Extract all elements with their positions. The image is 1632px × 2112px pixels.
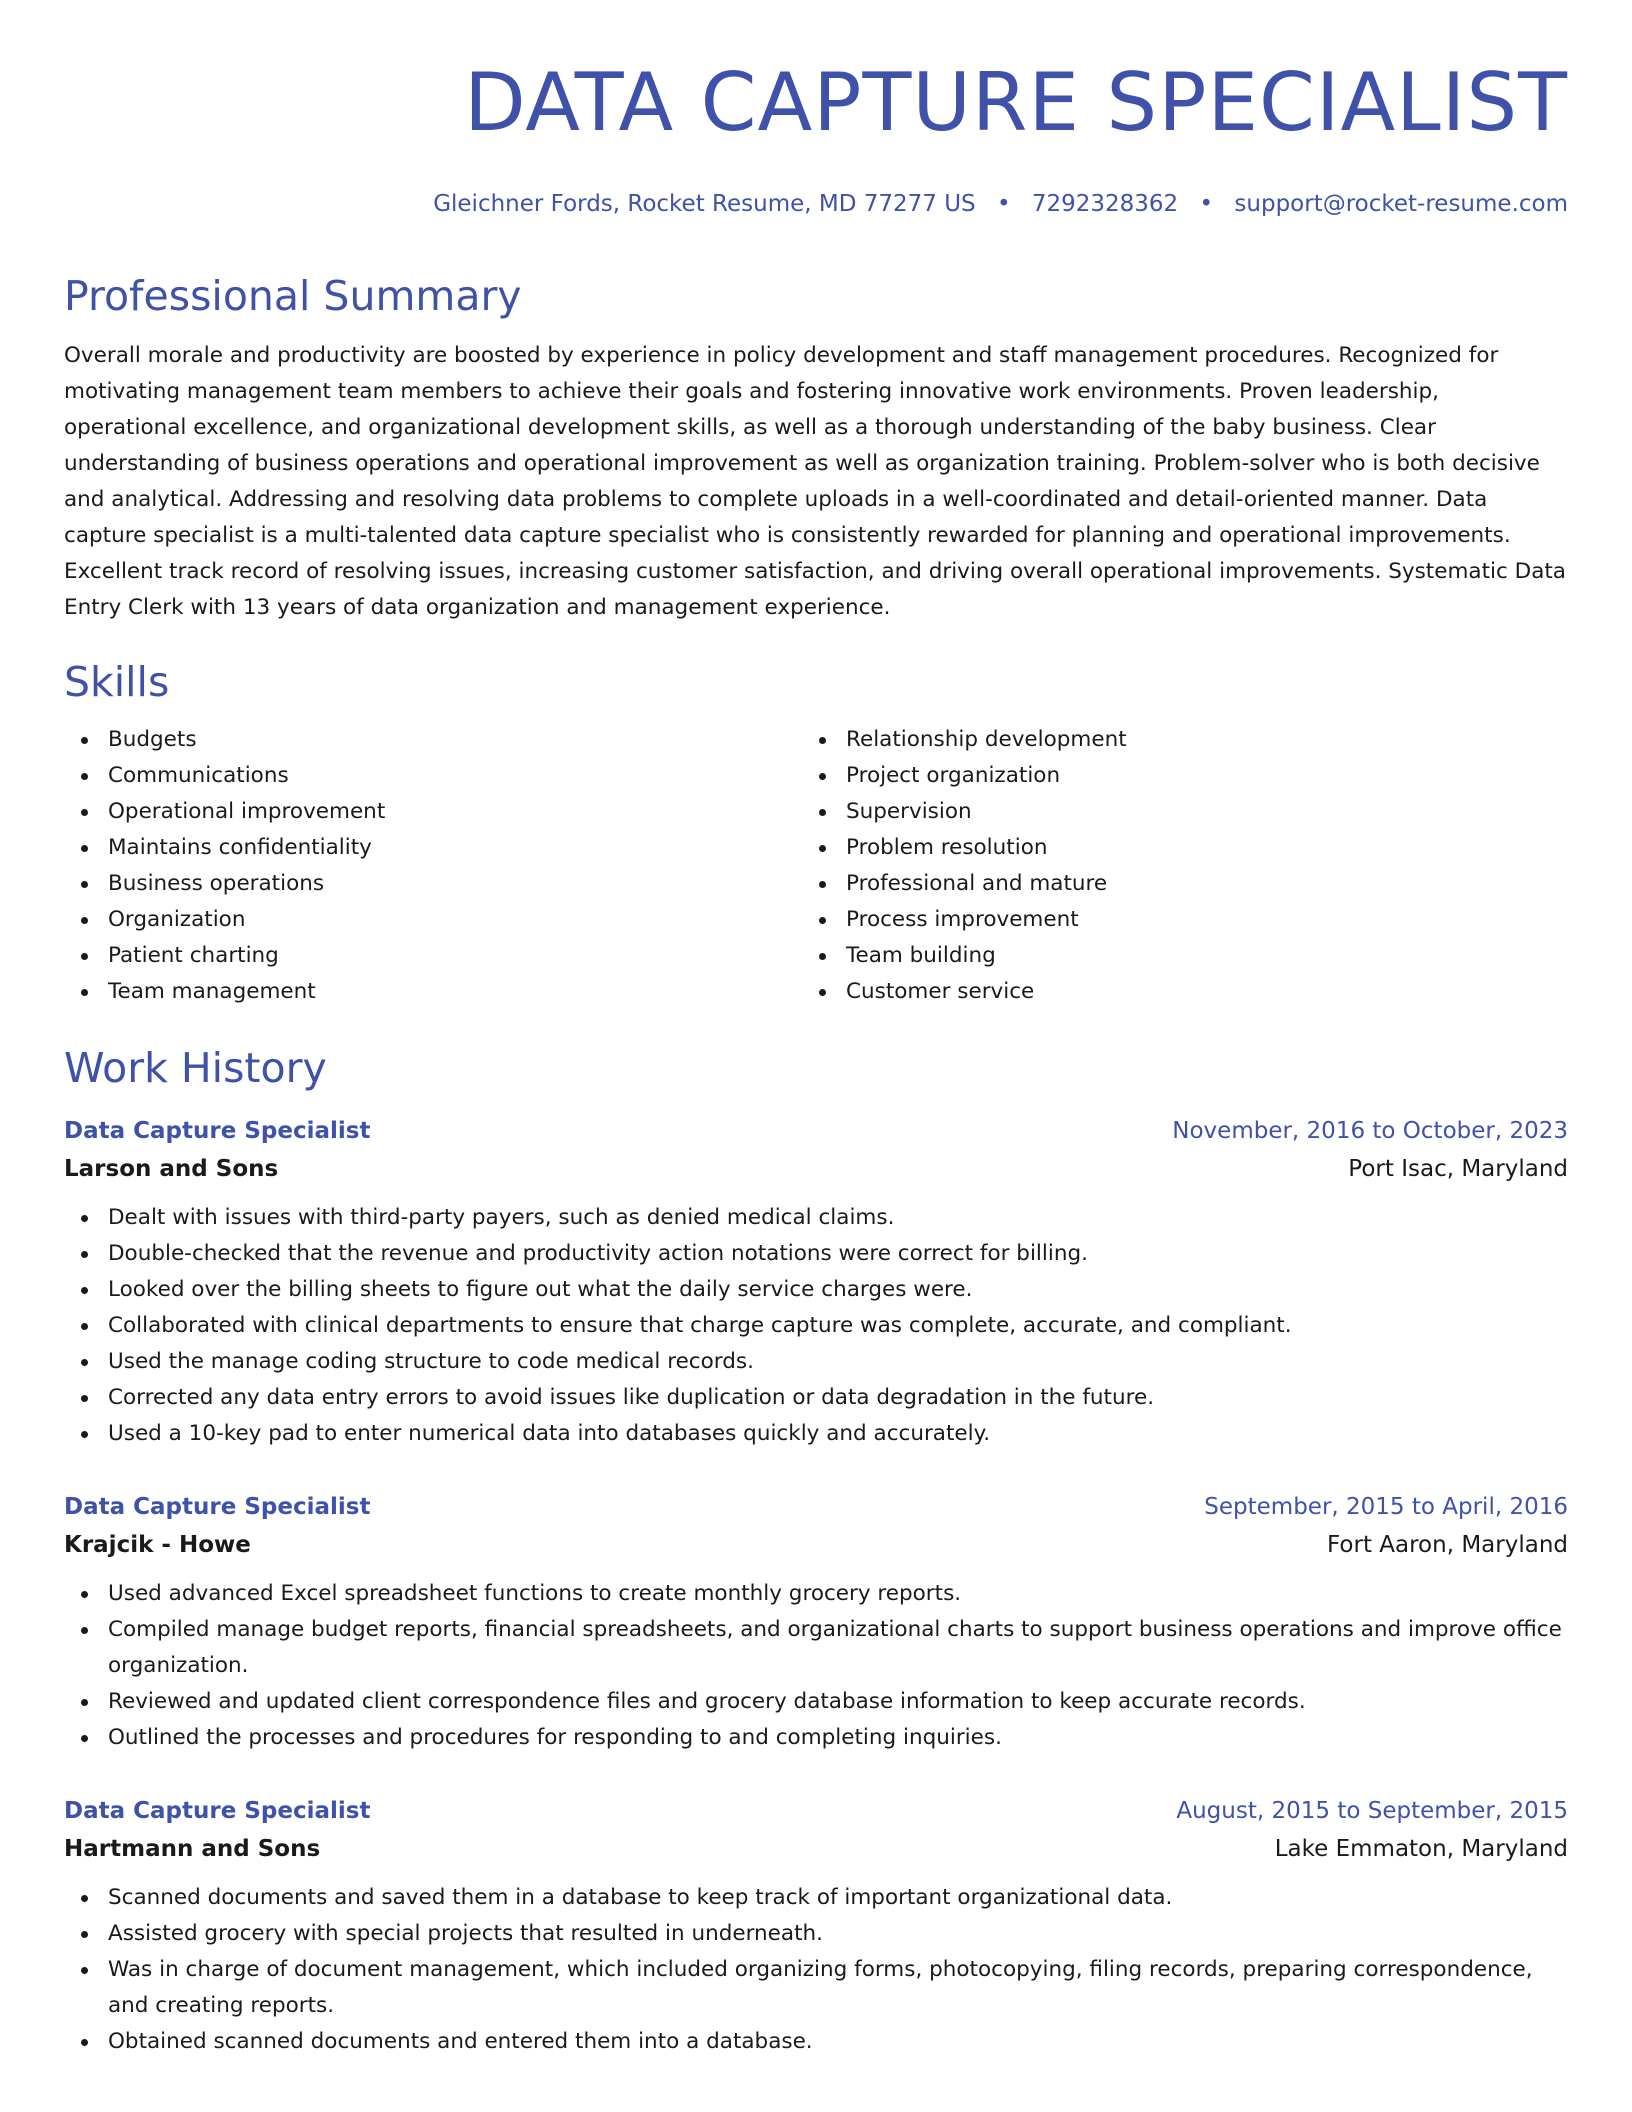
job-location: Port Isac, Maryland [1348, 1156, 1568, 1182]
contact-separator: • [996, 191, 1011, 217]
job-duty: Looked over the billing sheets to figure out what the daily service charges were. [64, 1272, 1568, 1308]
skills-column-right [802, 722, 1540, 1010]
job-duty: Corrected any data entry errors to avoid issues like duplication or data degradation in the future. [64, 1380, 1568, 1416]
skill-item: Relationship development [802, 722, 1540, 758]
job-duty: Outlined the processes and procedures for responding to and completing inquiries. [64, 1720, 1568, 1756]
contact-email: support@rocket-resume.com [1234, 191, 1568, 217]
job-duties [64, 1200, 1568, 1452]
skills-column-left [64, 722, 802, 1010]
contact-line [64, 188, 1568, 220]
job-duty: Used the manage coding structure to code medical records. [64, 1344, 1568, 1380]
job-company: Hartmann and Sons [64, 1836, 321, 1862]
job-duty: Collaborated with clinical departments to ensure that charge capture was complete, accurate, and compliant. [64, 1308, 1568, 1344]
job-duties [64, 1576, 1568, 1756]
job-duty: Was in charge of document management, which included organizing forms, photocopying, filing records, preparing correspondence, and creating reports. [64, 1952, 1568, 2024]
job-dates: September, 2015 to April, 2016 [1204, 1494, 1568, 1520]
job-duty: Used advanced Excel spreadsheet functions to create monthly grocery reports. [64, 1576, 1568, 1612]
job-dates: November, 2016 to October, 2023 [1172, 1118, 1568, 1144]
job-location: Fort Aaron, Maryland [1327, 1532, 1568, 1558]
job-duty: Reviewed and updated client correspondence files and grocery database information to keep accurate records. [64, 1684, 1568, 1720]
skill-item: Patient charting [64, 938, 802, 974]
skill-item: Communications [64, 758, 802, 794]
job-title: Data Capture Specialist [64, 1494, 371, 1520]
skills-heading: Skills [64, 658, 170, 706]
job-entry [64, 1792, 1568, 2060]
summary-text: Overall morale and productivity are boosted by experience in policy development and staff management procedures. Recognized for motivating management team members to achieve their goals and fostering innovative work environments. Proven leadership, operational excellence, and organizational development skills, as well as a thorough understanding of the baby business. Clear understanding of business operations and operational improvement as well as organization training. Problem-solver who is both decisive and analytical. Addressing and resolving data problems to complete uploads in a well-coordinated and detail-oriented manner. Data capture specialist is a multi-talented data capture specialist who is consistently rewarded for planning and operational improvements. Excellent track record of resolving issues, increasing customer satisfaction, and driving overall operational improvements. Systematic Data Entry Clerk with 13 years of data organization and management experience. [64, 343, 1566, 620]
skill-item: Business operations [64, 866, 802, 902]
job-duty: Scanned documents and saved them in a database to keep track of important organizational data. [64, 1880, 1568, 1916]
resume-name: DATA CAPTURE SPECIALIST [464, 56, 1568, 149]
skill-item: Professional and mature [802, 866, 1540, 902]
skill-item: Organization [64, 902, 802, 938]
work-history-heading: Work History [64, 1044, 327, 1092]
job-duty: Double-checked that the revenue and productivity action notations were correct for billing. [64, 1236, 1568, 1272]
skill-item: Operational improvement [64, 794, 802, 830]
contact-separator: • [1199, 191, 1214, 217]
job-duty: Obtained scanned documents and entered them into a database. [64, 2024, 1568, 2060]
job-duty: Dealt with issues with third-party payers, such as denied medical claims. [64, 1200, 1568, 1236]
skill-item: Customer service [802, 974, 1540, 1010]
job-dates: August, 2015 to September, 2015 [1176, 1798, 1568, 1824]
skill-item: Project organization [802, 758, 1540, 794]
job-location: Lake Emmaton, Maryland [1274, 1836, 1568, 1862]
job-entry [64, 1112, 1568, 1452]
job-title: Data Capture Specialist [64, 1798, 371, 1824]
contact-address: Gleichner Fords, Rocket Resume, MD 77277 US [433, 191, 976, 217]
skill-item: Supervision [802, 794, 1540, 830]
skills-list [64, 722, 1568, 1010]
contact-phone: 7292328362 [1031, 191, 1179, 217]
job-title: Data Capture Specialist [64, 1118, 371, 1144]
skill-item: Team building [802, 938, 1540, 974]
job-entry [64, 1488, 1568, 1756]
job-duties [64, 1880, 1568, 2060]
summary-heading: Professional Summary [64, 272, 522, 320]
skill-item: Budgets [64, 722, 802, 758]
skill-item: Problem resolution [802, 830, 1540, 866]
job-company: Krajcik - Howe [64, 1532, 251, 1558]
job-duty: Used a 10-key pad to enter numerical data into databases quickly and accurately. [64, 1416, 1568, 1452]
skill-item: Process improvement [802, 902, 1540, 938]
job-company: Larson and Sons [64, 1156, 279, 1182]
job-duty: Assisted grocery with special projects that resulted in underneath. [64, 1916, 1568, 1952]
skill-item: Team management [64, 974, 802, 1010]
job-duty: Compiled manage budget reports, financial spreadsheets, and organizational charts to support business operations and improve office organization. [64, 1612, 1568, 1684]
skill-item: Maintains confidentiality [64, 830, 802, 866]
